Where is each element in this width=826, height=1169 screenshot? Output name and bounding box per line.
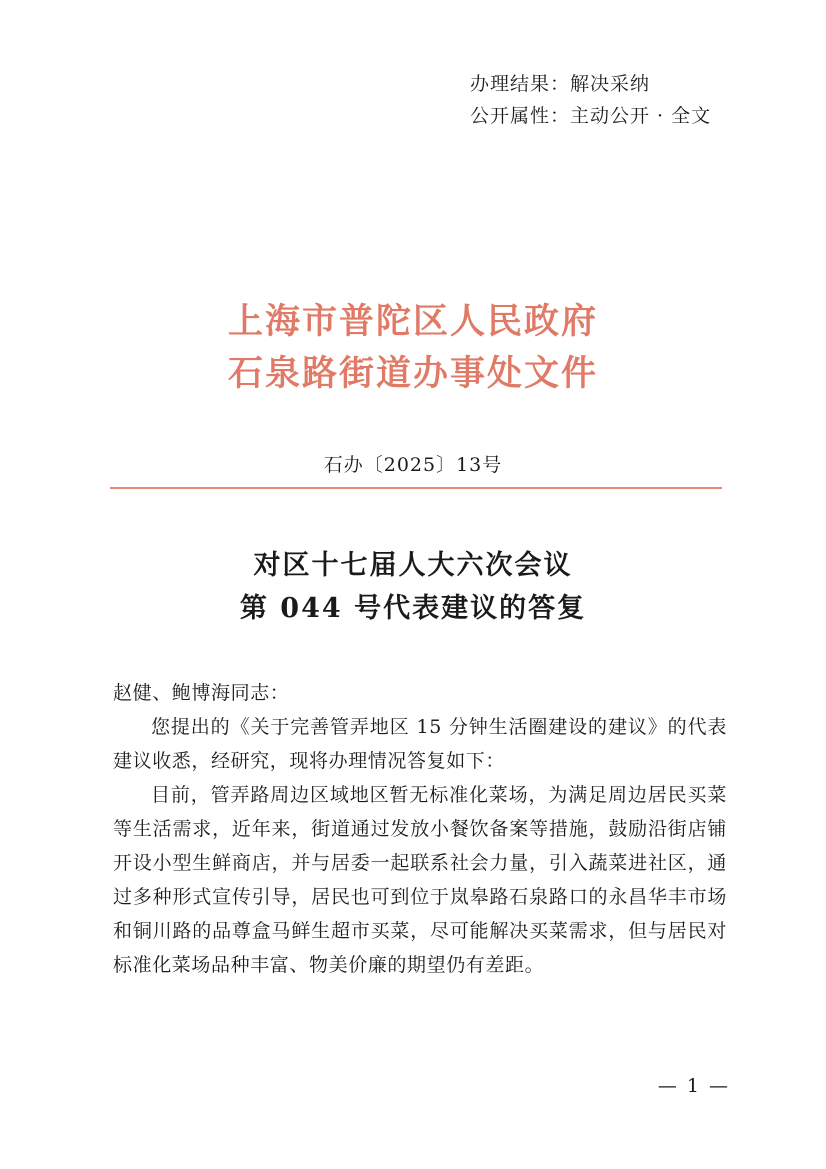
title-line-2: 第 044 号代表建议的答复 — [239, 593, 587, 624]
body-paragraph-2: 目前，管弄路周边区域地区暂无标准化菜场，为满足周边居民买菜等生活需求，近年来，街道通过发放小餐饮备案等措施，鼓励沿街店铺开设小型生鲜商店，并与居委一起联系社会力量，引入蔬菜进社区，通过多种形式宣传引导，居民也可到位于岚皋路石泉路口的永昌华丰市场和铜川路的品尊盒马鲜生超市买菜，尽可能解决买菜需求，但与居民对标准化菜场品种丰富、物美价廉的期望仍有差距。 — [113, 784, 727, 976]
title-line-1: 对区十七届人大六次会议 — [253, 550, 573, 581]
header-line-1: 上海市普陀区人民政府 — [227, 301, 598, 342]
header-line-2: 石泉路街道办事处文件 — [227, 353, 598, 394]
document-meta — [470, 68, 711, 132]
handling-result: 办理结果：解决采纳 — [470, 73, 651, 95]
red-divider-line — [110, 487, 722, 489]
salutation: 赵健、鲍博海同志： — [113, 682, 290, 704]
document-title — [0, 544, 826, 630]
body-paragraph-1: 您提出的《关于完善管弄地区 15 分钟生活圈建设的建议》的代表建议收悉，经研究，现将办理情况答复如下： — [113, 716, 727, 772]
document-number: 石办〔2025〕13号 — [323, 454, 503, 476]
page-number: — 1 — — [657, 1075, 730, 1097]
document-body — [113, 676, 727, 982]
issuing-authority-header — [0, 296, 826, 400]
disclosure-attribute: 公开属性：主动公开 · 全文 — [470, 105, 712, 127]
